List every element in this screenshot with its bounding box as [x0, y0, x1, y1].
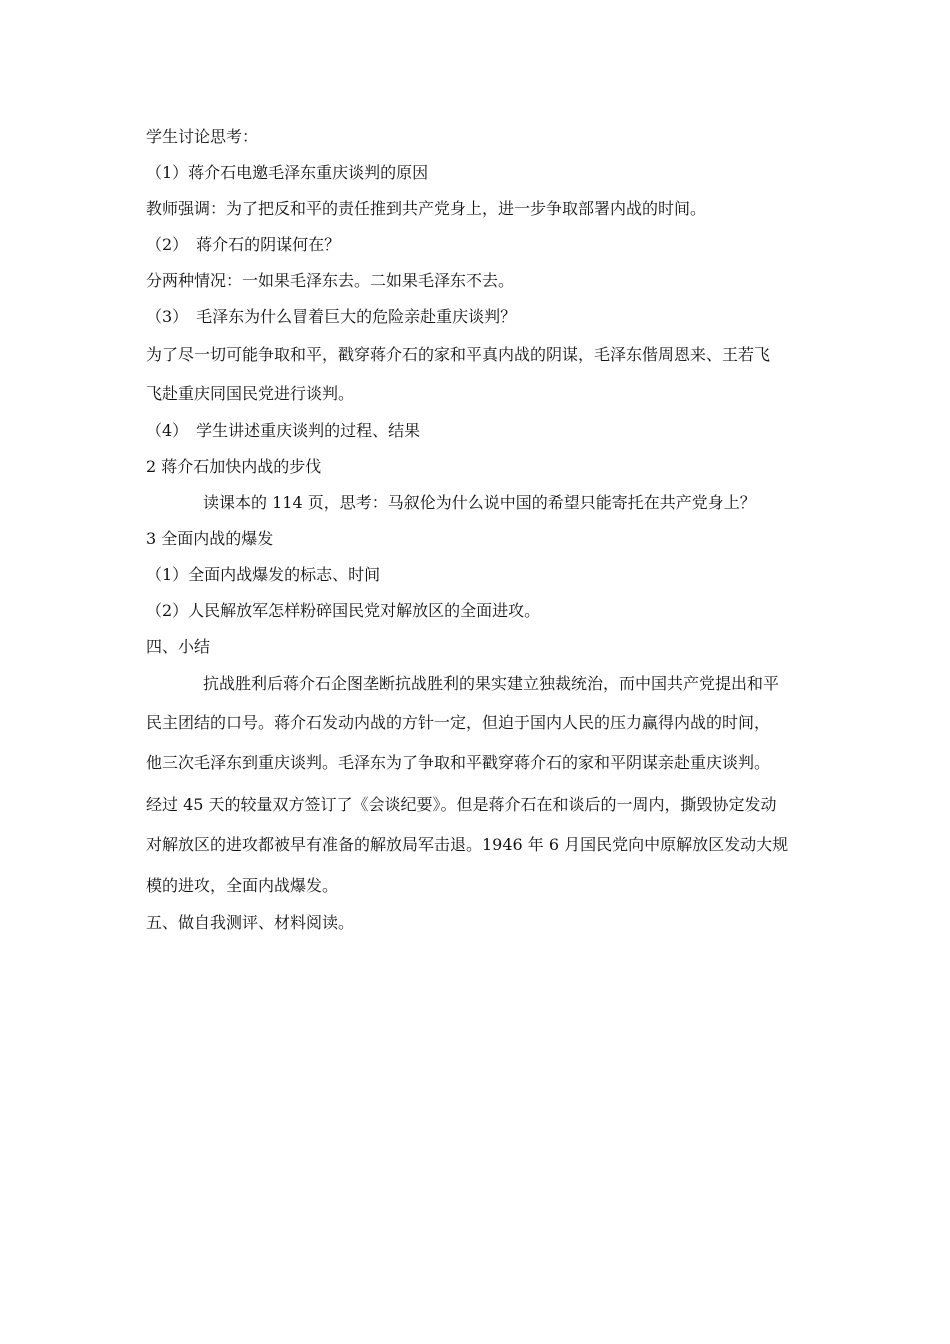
section-3-item-2: （2）人民解放军怎样粉碎国民党对解放区的全面进攻。	[146, 601, 541, 620]
question-4: （4） 学生讲述重庆谈判的过程、结果	[146, 421, 421, 440]
question-1: （1）蒋介石电邀毛泽东重庆谈判的原因	[146, 163, 429, 182]
question-2: （2） 蒋介石的阴谋何在？	[146, 235, 341, 254]
answer-3-line-2: 飞赴重庆同国民党进行谈判。	[146, 384, 355, 403]
summary-line-1: 抗战胜利后蒋介石企图垄断抗战胜利的果实建立独裁统治，而中国共产党提出和平	[203, 674, 780, 693]
teacher-emphasis: 教师强调：为了把反和平的责任推到共产党身上，进一步争取部署内战的时间。	[146, 199, 707, 218]
section-3-heading: 3 全面内战的爆发	[146, 529, 274, 548]
summary-heading: 四、小结	[146, 637, 211, 656]
summary-line-5: 对解放区的进攻都被早有准备的解放局军击退。1946 年 6 月国民党向中原解放区发动大规	[146, 835, 789, 854]
answer-3-line-1: 为了尽一切可能争取和平，戳穿蒋介石的家和平真内战的阴谋，毛泽东偕周恩来、王若飞	[146, 345, 771, 364]
two-cases: 分两种情况：一如果毛泽东去。二如果毛泽东不去。	[146, 271, 515, 290]
summary-line-6: 模的进攻，全面内战爆发。	[146, 876, 339, 895]
section-3-item-1: （1）全面内战爆发的标志、时间	[146, 565, 381, 584]
discussion-heading: 学生讨论思考：	[146, 127, 259, 146]
section-5-heading: 五、做自我测评、材料阅读。	[146, 913, 355, 932]
summary-line-4: 经过 45 天的较量双方签订了《会谈纪要》。但是蒋介石在和谈后的一周内，撕毁协定发动	[146, 795, 777, 814]
summary-line-2: 民主团结的口号。蒋介石发动内战的方针一定，但迫于国内人民的压力赢得内战的时间，	[146, 713, 771, 732]
section-2-heading: 2 蒋介石加快内战的步伐	[146, 457, 322, 476]
summary-line-3: 他三次毛泽东到重庆谈判。毛泽东为了争取和平戳穿蒋介石的家和平阴谋亲赴重庆谈判。	[146, 753, 771, 772]
reading-task: 读课本的 114 页，思考：马叙伦为什么说中国的希望只能寄托在共产党身上？	[203, 493, 756, 512]
question-3: （3） 毛泽东为什么冒着巨大的危险亲赴重庆谈判？	[146, 307, 517, 326]
